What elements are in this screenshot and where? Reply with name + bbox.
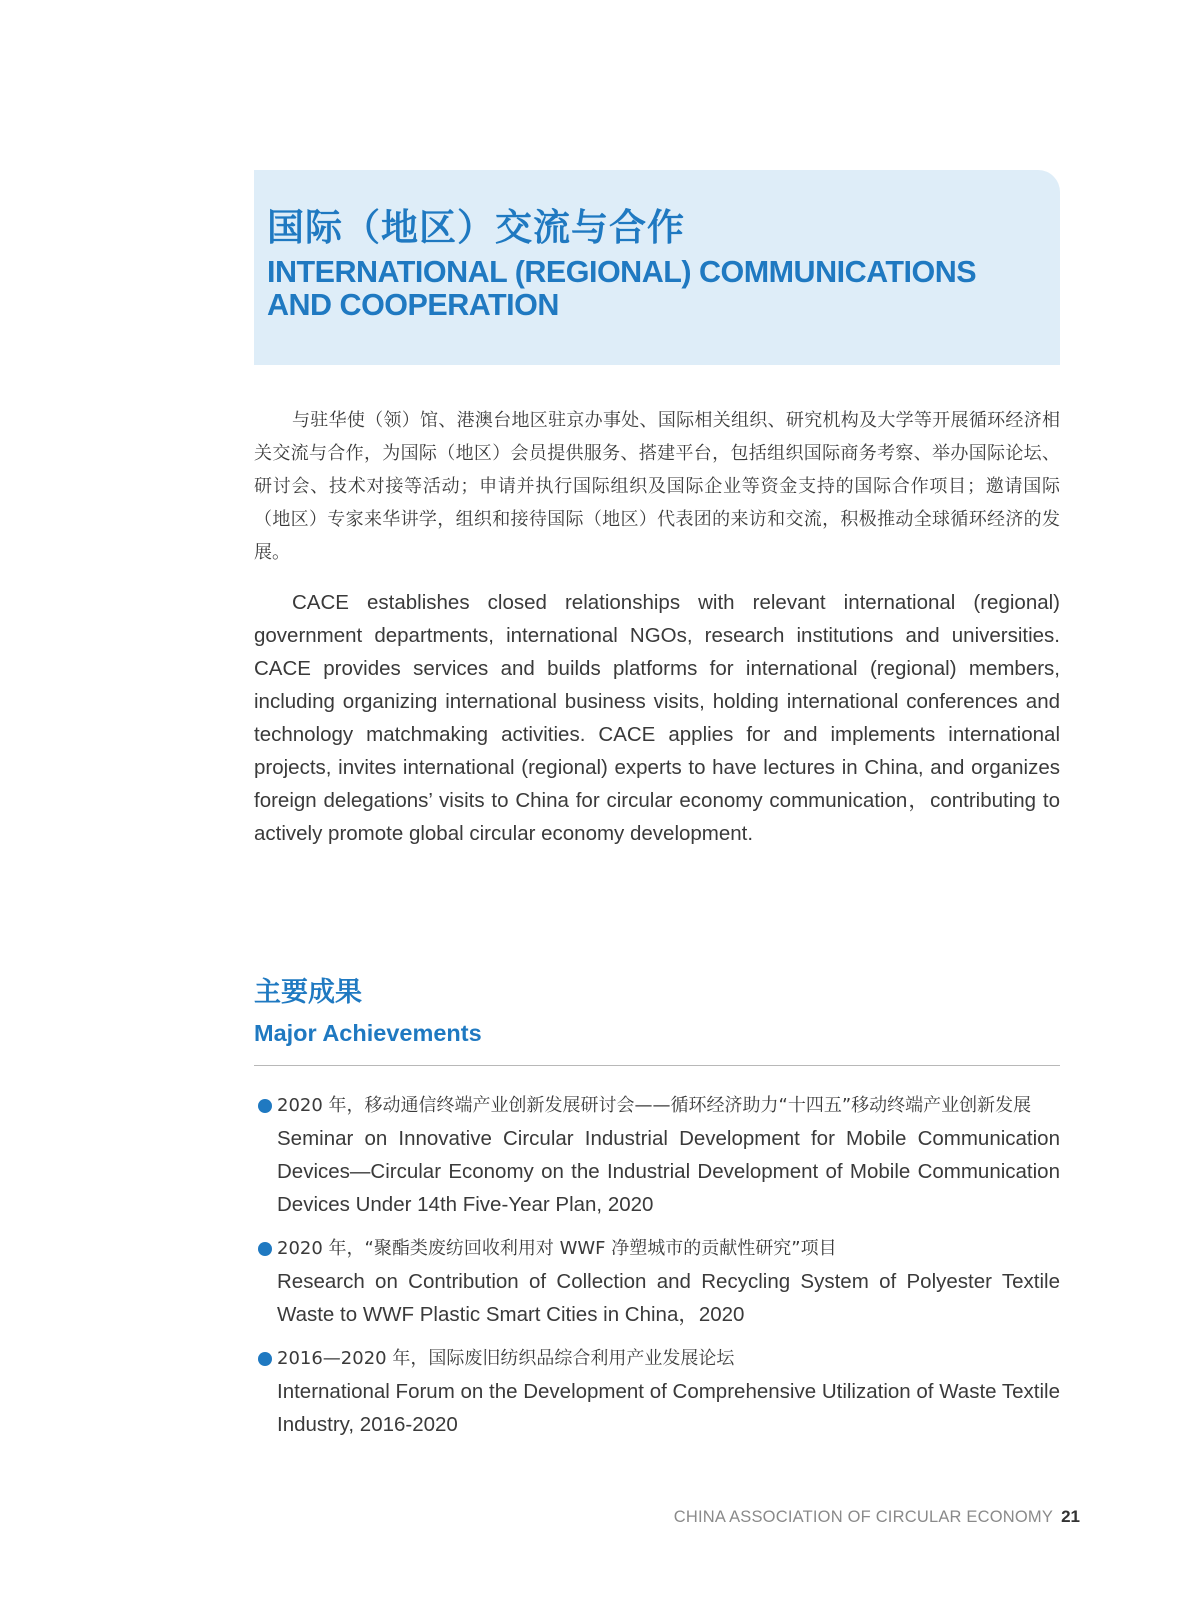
section-header-box: [254, 170, 1060, 365]
intro-paragraph-cn: 与驻华使（领）馆、港澳台地区驻京办事处、国际相关组织、研究机构及大学等开展循环经济相关交流与合作，为国际（地区）会员提供服务、搭建平台，包括组织国际商务考察、举办国际论坛、研讨会、技术对接等活动；申请并执行国际组织及国际企业等资金支持的国际合作项目；邀请国际（地区）专家来华讲学，组织和接待国际（地区）代表团的来访和交流，积极推动全球循环经济的发展。: [254, 410, 1060, 563]
achievement-en: Seminar on Innovative Circular Industrial Development for Mobile Communication Devices—Circular Economy on the Industrial Development of Mobile Communication Devices Under 14th Five-Year Plan, 2020: [277, 1127, 1060, 1216]
page-footer: [674, 1507, 1080, 1527]
achievements-divider: [254, 1065, 1060, 1066]
achievement-en: Research on Contribution of Collection and Recycling System of Polyester Textile Waste to WWF Plastic Smart Cities in China，2020: [277, 1270, 1060, 1326]
achievement-cn: 2016—2020 年，国际废旧纺织品综合利用产业发展论坛: [277, 1348, 735, 1369]
bullet-dot-icon: [258, 1242, 272, 1256]
achievement-item: [254, 1232, 1060, 1331]
intro-paragraph-en: CACE establishes closed relationships with relevant international (regional) government departments, international NGOs, research institutions and universities. CACE provides services and builds platforms for international (regional) members, including organizing international business visits, holding international conferences and technology matchmaking activities. CACE applies for and implements international projects, invites international (regional) experts to have lectures in China, and organizes foreign delegations’ visits to China for circular economy communication，contributing to actively promote global circular economy development.: [254, 591, 1060, 845]
page-number: 21: [1061, 1507, 1080, 1526]
page-title-en: [267, 256, 1048, 322]
footer-org-name: CHINA ASSOCIATION OF CIRCULAR ECONOMY: [673, 1508, 1054, 1526]
page-title-cn: 国际（地区）交流与合作: [267, 206, 685, 249]
page-title-en-line1: INTERNATIONAL (REGIONAL) COMMUNICATIONS: [267, 255, 977, 289]
bullet-dot-icon: [258, 1352, 272, 1366]
achievement-item: [254, 1342, 1060, 1441]
achievements-heading-cn: 主要成果: [254, 977, 362, 1008]
page-title-en-line2: AND COOPERATION: [267, 288, 559, 322]
achievement-cn: 2020 年，“聚酯类废纺回收利用对 WWF 净塑城市的贡献性研究”项目: [277, 1238, 837, 1259]
bullet-dot-icon: [258, 1099, 272, 1113]
achievements-list: [254, 1089, 1060, 1452]
achievement-en: International Forum on the Development of Comprehensive Utilization of Waste Textile Industry, 2016-2020: [277, 1380, 1060, 1436]
achievements-heading-en: Major Achievements: [254, 1020, 482, 1046]
achievement-cn: 2020 年，移动通信终端产业创新发展研讨会——循环经济助力“十四五”移动终端产业创新发展: [277, 1095, 1032, 1116]
achievement-item: [254, 1089, 1060, 1221]
